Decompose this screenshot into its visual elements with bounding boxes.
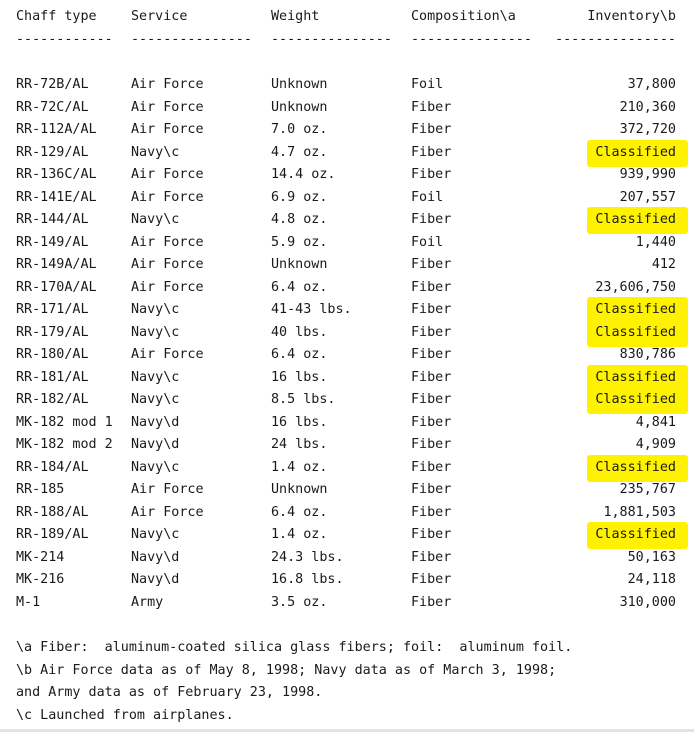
cell-chaff-type: MK-182 mod 2 (16, 437, 113, 452)
table-row (0, 277, 694, 299)
cell-composition: Fiber (411, 122, 452, 137)
cell-service: Air Force (131, 347, 204, 362)
cell-inventory (628, 74, 676, 96)
table-row (0, 187, 694, 209)
inventory-value: 210,360 (619, 99, 676, 115)
cell-composition: Fiber (411, 572, 452, 587)
cell-weight: 4.8 oz. (271, 212, 328, 227)
cell-service: Air Force (131, 77, 204, 92)
table-row (0, 164, 694, 186)
cell-chaff-type: RR-180/AL (16, 347, 89, 362)
rule-chaff-type: ------------ (16, 32, 113, 47)
cell-composition: Foil (411, 77, 444, 92)
inventory-value: Classified (595, 324, 676, 340)
inventory-value: 939,990 (619, 167, 676, 182)
inventory-value: 23,606,750 (595, 279, 676, 295)
cell-chaff-type: RR-144/AL (16, 212, 89, 227)
inventory-value: 4,841 (635, 414, 676, 430)
cell-weight: 40 lbs. (271, 324, 328, 340)
cell-inventory (620, 479, 676, 501)
cell-weight: 5.9 oz. (271, 234, 328, 250)
table-row (0, 344, 694, 366)
cell-weight: 16 lbs. (271, 369, 328, 385)
cell-weight: 8.5 lbs. (271, 392, 336, 407)
cell-service: Navy\c (131, 144, 180, 160)
cell-chaff-type: RR-181/AL (16, 369, 89, 385)
table-row (0, 479, 694, 501)
cell-inventory-classified (595, 524, 676, 546)
inventory-value: Classified (595, 392, 676, 407)
table-row (0, 299, 694, 321)
cell-weight: Unknown (271, 257, 328, 272)
cell-weight: Unknown (271, 99, 328, 115)
cell-weight: 6.4 oz. (271, 504, 328, 520)
inventory-value: Classified (595, 144, 676, 160)
cell-chaff-type: RR-179/AL (16, 324, 89, 340)
cell-weight: 7.0 oz. (271, 122, 328, 137)
cell-service: Air Force (131, 257, 204, 272)
inventory-value: 50,163 (627, 549, 676, 565)
cell-weight: 6.4 oz. (271, 279, 328, 295)
table-row (0, 524, 694, 546)
cell-service: Air Force (131, 482, 204, 497)
inventory-value: Classified (595, 302, 676, 317)
cell-composition: Foil (411, 189, 444, 205)
cell-inventory-classified (595, 299, 676, 321)
cell-chaff-type: RR-184/AL (16, 459, 89, 475)
table-row (0, 97, 694, 119)
header-chaff-type: Chaff type (16, 9, 97, 24)
cell-chaff-type: RR-149/AL (16, 234, 89, 250)
cell-weight: 24 lbs. (271, 437, 328, 452)
inventory-value: 310,000 (619, 594, 676, 610)
inventory-value: 412 (651, 257, 676, 272)
cell-service: Air Force (131, 504, 204, 520)
cell-service: Navy\c (131, 392, 180, 407)
cell-service: Navy\d (131, 414, 180, 430)
cell-composition: Fiber (411, 99, 452, 115)
cell-weight: 6.9 oz. (271, 189, 328, 205)
table-row (0, 592, 694, 614)
header-service: Service (131, 9, 188, 24)
rule-composition: --------------- (411, 32, 532, 47)
cell-service: Navy\d (131, 437, 180, 452)
cell-inventory (595, 277, 676, 299)
cell-service: Navy\d (131, 572, 180, 587)
cell-chaff-type: RR-170A/AL (16, 279, 97, 295)
header-weight: Weight (271, 9, 320, 24)
cell-service: Navy\c (131, 369, 180, 385)
cell-weight: 24.3 lbs. (271, 549, 344, 565)
header-composition: Composition\a (411, 9, 516, 24)
cell-weight: 16 lbs. (271, 414, 328, 430)
cell-service: Navy\c (131, 527, 180, 542)
cell-service: Navy\c (131, 324, 180, 340)
inventory-value: 1,440 (635, 234, 676, 250)
inventory-value: 4,909 (635, 437, 676, 452)
inventory-value: 830,786 (619, 347, 676, 362)
inventory-value: Classified (595, 369, 676, 385)
cell-composition: Fiber (411, 324, 452, 340)
cell-composition: Fiber (411, 549, 452, 565)
cell-composition: Fiber (411, 414, 452, 430)
cell-weight: 41-43 lbs. (271, 302, 352, 317)
cell-service: Air Force (131, 167, 204, 182)
cell-composition: Foil (411, 234, 444, 250)
cell-inventory (636, 412, 676, 434)
table-row (0, 389, 694, 411)
cell-service: Air Force (131, 99, 204, 115)
cell-inventory (636, 434, 676, 456)
cell-inventory (620, 187, 676, 209)
cell-service: Air Force (131, 189, 204, 205)
cell-chaff-type: RR-185 (16, 482, 65, 497)
cell-inventory-classified (595, 389, 676, 411)
footnote-line: \b Air Force data as of May 8, 1998; Navy data as of March 3, 1998; (16, 663, 557, 678)
table-row (0, 412, 694, 434)
cell-inventory (652, 254, 676, 276)
cell-chaff-type: RR-141E/AL (16, 189, 97, 205)
cell-service: Air Force (131, 122, 204, 137)
cell-composition: Fiber (411, 212, 452, 227)
table-row (0, 119, 694, 141)
cell-composition: Fiber (411, 144, 452, 160)
table-row (0, 322, 694, 344)
cell-weight: 3.5 oz. (271, 594, 328, 610)
table-header-row (0, 6, 694, 28)
inventory-value: 372,720 (619, 122, 676, 137)
inventory-value: Classified (595, 212, 676, 227)
inventory-value: 24,118 (627, 572, 676, 587)
cell-weight: 6.4 oz. (271, 347, 328, 362)
cell-inventory (620, 119, 676, 141)
table-row (0, 232, 694, 254)
cell-chaff-type: RR-188/AL (16, 504, 89, 520)
inventory-value: 207,557 (619, 189, 676, 205)
table-row (0, 547, 694, 569)
cell-chaff-type: RR-189/AL (16, 527, 89, 542)
cell-chaff-type: RR-182/AL (16, 392, 89, 407)
cell-composition: Fiber (411, 257, 452, 272)
cell-chaff-type: RR-72B/AL (16, 77, 89, 92)
cell-service: Navy\c (131, 212, 180, 227)
table-row (0, 74, 694, 96)
cell-inventory (620, 97, 676, 119)
footnote-line: \c Launched from airplanes. (16, 708, 234, 723)
cell-chaff-type: MK-214 (16, 549, 65, 565)
cell-inventory-classified (595, 367, 676, 389)
cell-composition: Fiber (411, 527, 452, 542)
cell-service: Air Force (131, 234, 204, 250)
cell-composition: Fiber (411, 504, 452, 520)
cell-chaff-type: RR-171/AL (16, 302, 89, 317)
cell-weight: Unknown (271, 77, 328, 92)
cell-composition: Fiber (411, 347, 452, 362)
rule-weight: --------------- (271, 32, 392, 47)
header-rule-row (0, 29, 694, 51)
table-row (0, 502, 694, 524)
inventory-value: Classified (595, 527, 676, 542)
cell-inventory (628, 547, 676, 569)
cell-weight: 16.8 lbs. (271, 572, 344, 587)
table-row (0, 209, 694, 231)
cell-chaff-type: RR-136C/AL (16, 167, 97, 182)
inventory-value: Classified (595, 459, 676, 475)
cell-inventory-classified (595, 209, 676, 231)
cell-chaff-type: M-1 (16, 594, 41, 610)
cell-inventory (628, 569, 676, 591)
inventory-value: 1,881,503 (603, 504, 676, 520)
cell-composition: Fiber (411, 302, 452, 317)
cell-service: Army (131, 594, 164, 610)
table-row (0, 569, 694, 591)
footnote-line: and Army data as of February 23, 1998. (16, 685, 323, 700)
table-row (0, 367, 694, 389)
cell-chaff-type: RR-149A/AL (16, 257, 97, 272)
table-row (0, 254, 694, 276)
cell-inventory (620, 164, 676, 186)
cell-chaff-type: MK-182 mod 1 (16, 414, 113, 430)
cell-composition: Fiber (411, 459, 452, 475)
table-row (0, 434, 694, 456)
cell-composition: Fiber (411, 482, 452, 497)
cell-composition: Fiber (411, 392, 452, 407)
cell-weight: 1.4 oz. (271, 527, 328, 542)
cell-inventory (603, 502, 676, 524)
cell-service: Navy\c (131, 459, 180, 475)
header-inventory: Inventory\b (587, 9, 676, 24)
cell-inventory (636, 232, 676, 254)
cell-composition: Fiber (411, 437, 452, 452)
cell-chaff-type: RR-112A/AL (16, 122, 97, 137)
cell-weight: Unknown (271, 482, 328, 497)
cell-inventory-classified (595, 142, 676, 164)
cell-chaff-type: RR-129/AL (16, 144, 89, 160)
table-row (0, 142, 694, 164)
cell-chaff-type: RR-72C/AL (16, 99, 89, 115)
cell-composition: Fiber (411, 369, 452, 385)
cell-composition: Fiber (411, 279, 452, 295)
table-row (0, 457, 694, 479)
inventory-value: 37,800 (627, 77, 676, 92)
cell-weight: 4.7 oz. (271, 144, 328, 160)
cell-service: Navy\c (131, 302, 180, 317)
rule-service: --------------- (131, 32, 252, 47)
inventory-value: 235,767 (619, 482, 676, 497)
cell-service: Navy\d (131, 549, 180, 565)
cell-inventory (620, 592, 676, 614)
cell-composition: Fiber (411, 594, 452, 610)
cell-composition: Fiber (411, 167, 452, 182)
cell-inventory-classified (595, 322, 676, 344)
cell-chaff-type: MK-216 (16, 572, 65, 587)
rule-inventory: --------------- (555, 32, 676, 47)
cell-service: Air Force (131, 279, 204, 295)
cell-inventory (620, 344, 676, 366)
cell-inventory-classified (595, 457, 676, 479)
footnote-line: \a Fiber: aluminum-coated silica glass fibers; foil: aluminum foil. (16, 640, 573, 655)
cell-weight: 14.4 oz. (271, 167, 336, 182)
cell-weight: 1.4 oz. (271, 459, 328, 475)
